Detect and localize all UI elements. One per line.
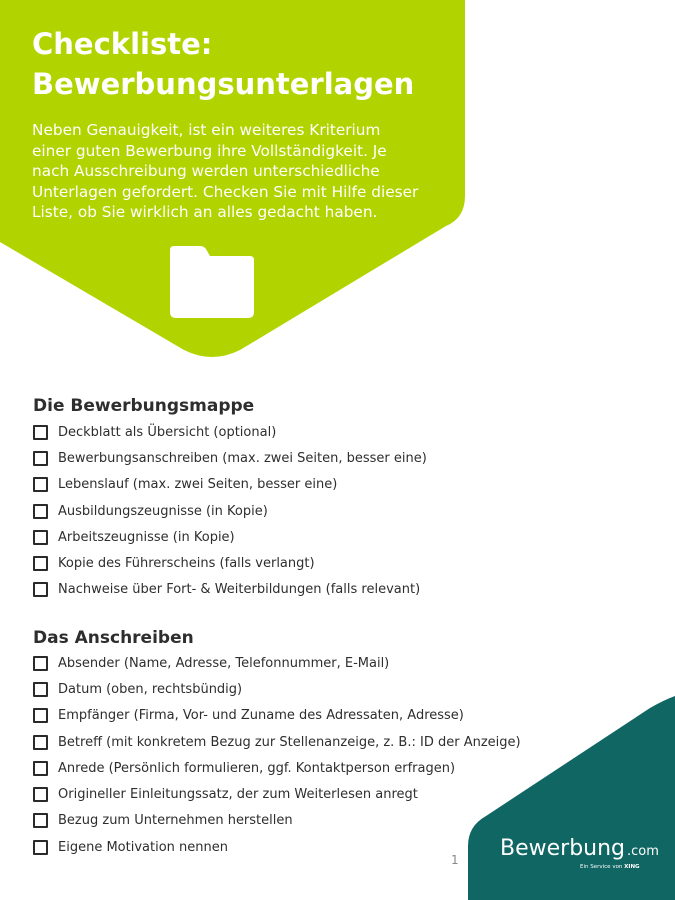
tagline-prefix: Ein Service von [580,864,623,870]
checklist-item-label: Anrede (Persönlich formulieren, ggf. Kontaktperson erfragen) [58,760,456,776]
checklist-item[interactable] [33,808,521,834]
checkbox[interactable] [33,787,48,802]
checkbox[interactable] [33,708,48,723]
checklist-anschreiben [33,650,521,860]
checklist-item[interactable] [33,676,521,702]
page-number: 1 [451,853,459,867]
footer-brand-panel [464,696,675,900]
checklist-item[interactable] [33,550,427,576]
checklist-item-label: Eigene Motivation nennen [58,839,228,855]
checkbox[interactable] [33,682,48,697]
checklist-item-label: Ausbildungszeugnisse (in Kopie) [58,503,268,519]
checklist-item[interactable] [33,729,521,755]
checkbox[interactable] [33,813,48,828]
checkbox[interactable] [33,761,48,776]
checklist-item-label: Origineller Einleitungssatz, der zum Weiterlesen anregt [58,787,418,803]
checklist-item[interactable] [33,577,427,603]
checklist-item[interactable] [33,445,427,471]
section-title-bewerbungsmappe: Die Bewerbungsmappe [33,396,255,416]
checkbox[interactable] [33,735,48,750]
checklist-item-label: Deckblatt als Übersicht (optional) [58,424,277,440]
checklist-item-label: Lebenslauf (max. zwei Seiten, besser eine) [58,477,338,493]
checklist-item-label: Bezug zum Unternehmen herstellen [58,813,293,829]
checklist-item-label: Betreff (mit konkretem Bezug zur Stellenanzeige, z. B.: ID der Anzeige) [58,734,521,750]
brand-name: Bewerbung [500,836,626,861]
checklist-item-label: Bewerbungsanschreiben (max. zwei Seiten, besser eine) [58,450,427,466]
intro-text [32,120,452,223]
checkbox[interactable] [33,504,48,519]
checkbox[interactable] [33,451,48,466]
checklist-item[interactable] [33,419,427,445]
section-title-anschreiben: Das Anschreiben [33,628,194,648]
xing-logo: XING [624,864,640,870]
checkbox[interactable] [33,477,48,492]
checkbox[interactable] [33,656,48,671]
checkbox[interactable] [33,840,48,855]
brand-logo [500,836,659,861]
brand-tld: .com [627,844,659,859]
checklist-item-label: Nachweise über Fort- & Weiterbildungen (falls relevant) [58,582,421,598]
checklist-item-label: Empfänger (Firma, Vor- und Zuname des Adressaten, Adresse) [58,708,464,724]
page-title [32,24,452,104]
checklist-item[interactable] [33,472,427,498]
checkbox[interactable] [33,582,48,597]
checklist-item[interactable] [33,755,521,781]
checklist-item[interactable] [33,703,521,729]
checklist-bewerbungsmappe [33,419,427,603]
intro-line: einer guten Bewerbung ihre Vollständigkeit. Je [32,141,387,160]
intro-line: Liste, ob Sie wirklich an alles gedacht haben. [32,203,378,221]
checklist-item-label: Arbeitszeugnisse (in Kopie) [58,529,235,545]
intro-line: Neben Genauigkeit, ist ein weiteres Kriterium [32,121,381,139]
checklist-item-label: Absender (Name, Adresse, Telefonnummer, E-Mail) [58,655,390,671]
checklist-item[interactable] [33,524,427,550]
checkbox[interactable] [33,425,48,440]
folder-icon [170,246,254,318]
checklist-item[interactable] [33,498,427,524]
title-line: Checkliste: [32,27,213,61]
title-line: Bewerbungsunterlagen [32,67,415,101]
intro-line: Unterlagen gefordert. Checken Sie mit Hilfe dieser [32,182,419,201]
checklist-item[interactable] [33,650,521,676]
brand-tagline [580,864,640,870]
checkbox[interactable] [33,556,48,571]
checklist-item-label: Datum (oben, rechtsbündig) [58,681,243,697]
checklist-item[interactable] [33,781,521,807]
checklist-item[interactable] [33,834,521,860]
intro-line: nach Ausschreibung werden unterschiedliche [32,162,380,180]
checkbox[interactable] [33,530,48,545]
checklist-item-label: Kopie des Führerscheins (falls verlangt) [58,556,315,572]
